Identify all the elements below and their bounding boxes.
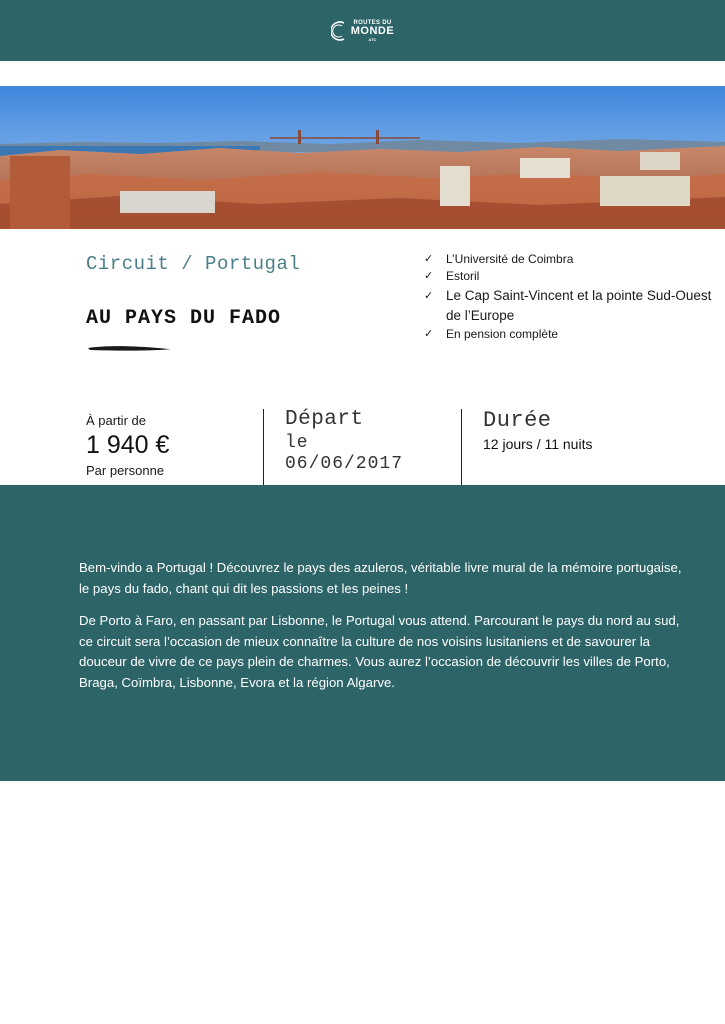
logo-line-2: MONDE	[350, 24, 395, 37]
highlight-item	[424, 326, 714, 343]
highlight-item	[424, 251, 714, 268]
highlight-text: En pension complète	[446, 327, 559, 341]
check-icon: ✓	[424, 290, 434, 302]
circuit-heading	[86, 253, 300, 275]
info-divider	[263, 409, 264, 485]
highlight-text: Le Cap Saint-Vincent et la pointe Sud-Ouest de l’Europe	[446, 288, 712, 323]
price-block	[86, 408, 169, 478]
departure-date: le 06/06/2017	[285, 433, 404, 474]
description-panel	[0, 485, 725, 781]
price-per-person: Par personne	[86, 463, 165, 478]
info-divider	[461, 409, 462, 485]
brush-stroke-decoration	[86, 343, 176, 353]
highlight-text: L’Université de Coimbra	[446, 252, 574, 266]
price-label: À partir de	[86, 413, 146, 428]
logo-line-3: ATC	[368, 36, 377, 42]
highlight-item	[424, 268, 714, 285]
description-paragraph-1: Bem-vindo a Portugal ! Découvrez le pays des azuleros, véritable livre mural de la mémoire portugaise, le pays du fado, chant qui dit les passions et les peines !	[79, 560, 682, 596]
departure-title: Départ	[285, 408, 364, 431]
duration-value: 12 jours / 11 nuits	[483, 436, 593, 452]
circuit-separator: /	[181, 253, 194, 275]
logo-line-1: ROUTES DU	[353, 19, 392, 26]
departure-block	[285, 408, 415, 475]
highlight-item	[424, 286, 714, 326]
highlight-text: Estoril	[446, 269, 480, 283]
circuit-label: Circuit	[86, 253, 170, 275]
duration-title: Durée	[483, 408, 552, 433]
highlights-list	[424, 251, 714, 343]
description-paragraph-2: De Porto à Faro, en passant par Lisbonne, le Portugal vous attend. Parcourant le pays du nord au sud, ce circuit sera l’occasion de mieux connaître la culture de nos voisins lusitaniens et de savourer la douceur de vivre de ce pays plein de charmes. Vous aurez l’occasion de découvrir les villes de Porto, Braga, Coïmbra, Lisbonne, Evora et la région Algarve.	[79, 613, 680, 690]
check-icon: ✓	[424, 253, 434, 265]
check-icon: ✓	[424, 270, 434, 282]
price-value: 1 940 €	[86, 431, 170, 459]
brand-logo[interactable]	[331, 20, 394, 42]
header-bar	[0, 0, 725, 61]
page-title: AU PAYS DU FADO	[86, 307, 282, 330]
hero-image	[0, 86, 725, 229]
logo-swirl-icon	[331, 20, 347, 42]
logo-text	[351, 20, 394, 42]
check-icon: ✓	[424, 328, 434, 340]
duration-block	[483, 408, 592, 452]
circuit-country: Portugal	[205, 253, 301, 275]
